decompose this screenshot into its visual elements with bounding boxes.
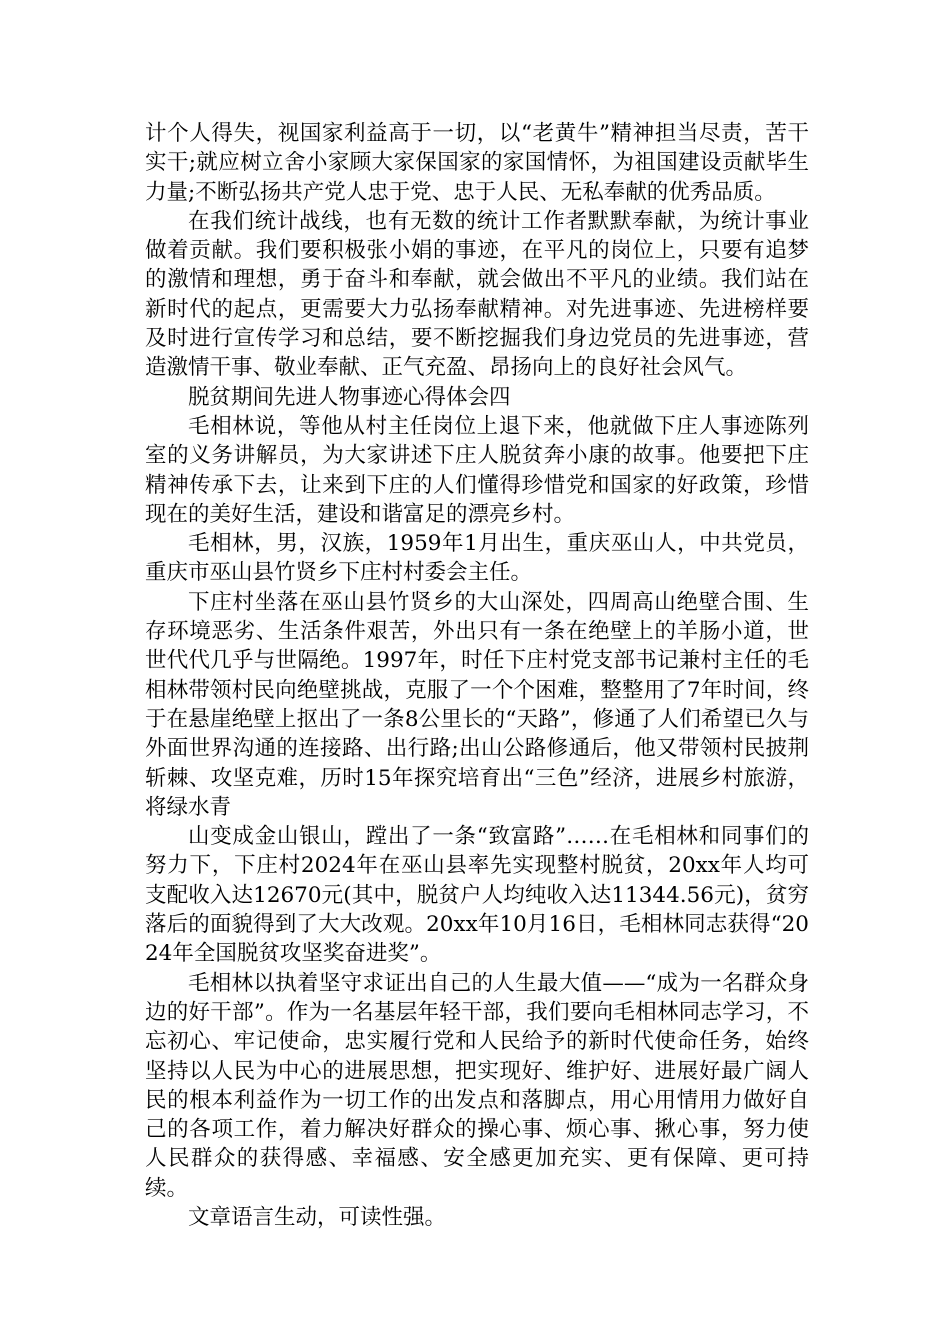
paragraph-8: 文章语言生动，可读性强。: [188, 1204, 447, 1230]
paragraph-6: 山变成金山银山，蹚出了一条“致富路”……在毛相林和同事们的努力下，下庄村2024年在巫山县率先实现整村脱贫，20xx年人均可支配收入达12670元(其中，脱贫户人均纯收入达11344.56元)，贫穷落后的面貌得到了大大改观。20xx年10月16日，毛相林同志获得“2024年全国脱贫攻坚奖奋进奖”。: [145, 824, 809, 967]
paragraph-1: 计个人得失，视国家利益高于一切，以“老黄牛”精神担当尽责，苦干实干;就应树立舍小家顾大家保国家的家国情怀，为祖国建设贡献毕生力量;不断弘扬共产党人忠于党、忠于人民、无私奉献的优秀品质。: [145, 121, 809, 205]
paragraph-4: 毛相林，男，汉族，1959年1月出生，重庆巫山人，中共党员，重庆市巫山县竹贤乡下庄村村委会主任。: [145, 531, 809, 586]
paragraph-2: 在我们统计战线，也有无数的统计工作者默默奉献，为统计事业做着贡献。我们要积极张小娟的事迹，在平凡的岗位上，只要有追梦的激情和理想，勇于奋斗和奉献，就会做出不平凡的业绩。我们站在新时代的起点，更需要大力弘扬奉献精神。对先进事迹、先进榜样要及时进行宣传学习和总结，要不断挖掘我们身边党员的先进事迹，营造激情干事、敬业奉献、正气充盈、昂扬向上的良好社会风气。: [145, 208, 809, 381]
document-body: [145, 119, 809, 1232]
section-heading: 脱贫期间先进人物事迹心得体会四: [188, 384, 511, 410]
paragraph-7: 毛相林以执着坚守求证出自己的人生最大值——“成为一名群众身边的好干部”。作为一名基层年轻干部，我们要向毛相林同志学习，不忘初心、牢记使命，忠实履行党和人民给予的新时代使命任务，始终坚持以人民为中心的进展思想，把实现好、维护好、进展好最广阔人民的根本利益作为一切工作的出发点和落脚点，用心用情用力做好自己的各项工作，着力解决好群众的操心事、烦心事、揪心事，努力使人民群众的获得感、幸福感、安全感更加充实、更有保障、更可持续。: [145, 970, 809, 1201]
paragraph-3: 毛相林说，等他从村主任岗位上退下来，他就做下庄人事迹陈列室的义务讲解员，为大家讲述下庄人脱贫奔小康的故事。他要把下庄精神传承下去，让来到下庄的人们懂得珍惜党和国家的好政策，珍惜现在的美好生活，建设和谐富足的漂亮乡村。: [145, 413, 809, 527]
paragraph-5: 下庄村坐落在巫山县竹贤乡的大山深处，四周高山绝壁合围、生存环境恶劣、生活条件艰苦，外出只有一条在绝壁上的羊肠小道，世世代代几乎与世隔绝。1997年，时任下庄村党支部书记兼村主任的毛相林带领村民向绝壁挑战，克服了一个个困难，整整用了7年时间，终于在悬崖绝壁上抠出了一条8公里长的“天路”，修通了人们希望已久与外面世界沟通的连接路、出行路;出山公路修通后，他又带领村民披荆斩棘、攻坚克难，历时15年探究培育出“三色”经济，进展乡村旅游，将绿水青: [145, 589, 809, 820]
